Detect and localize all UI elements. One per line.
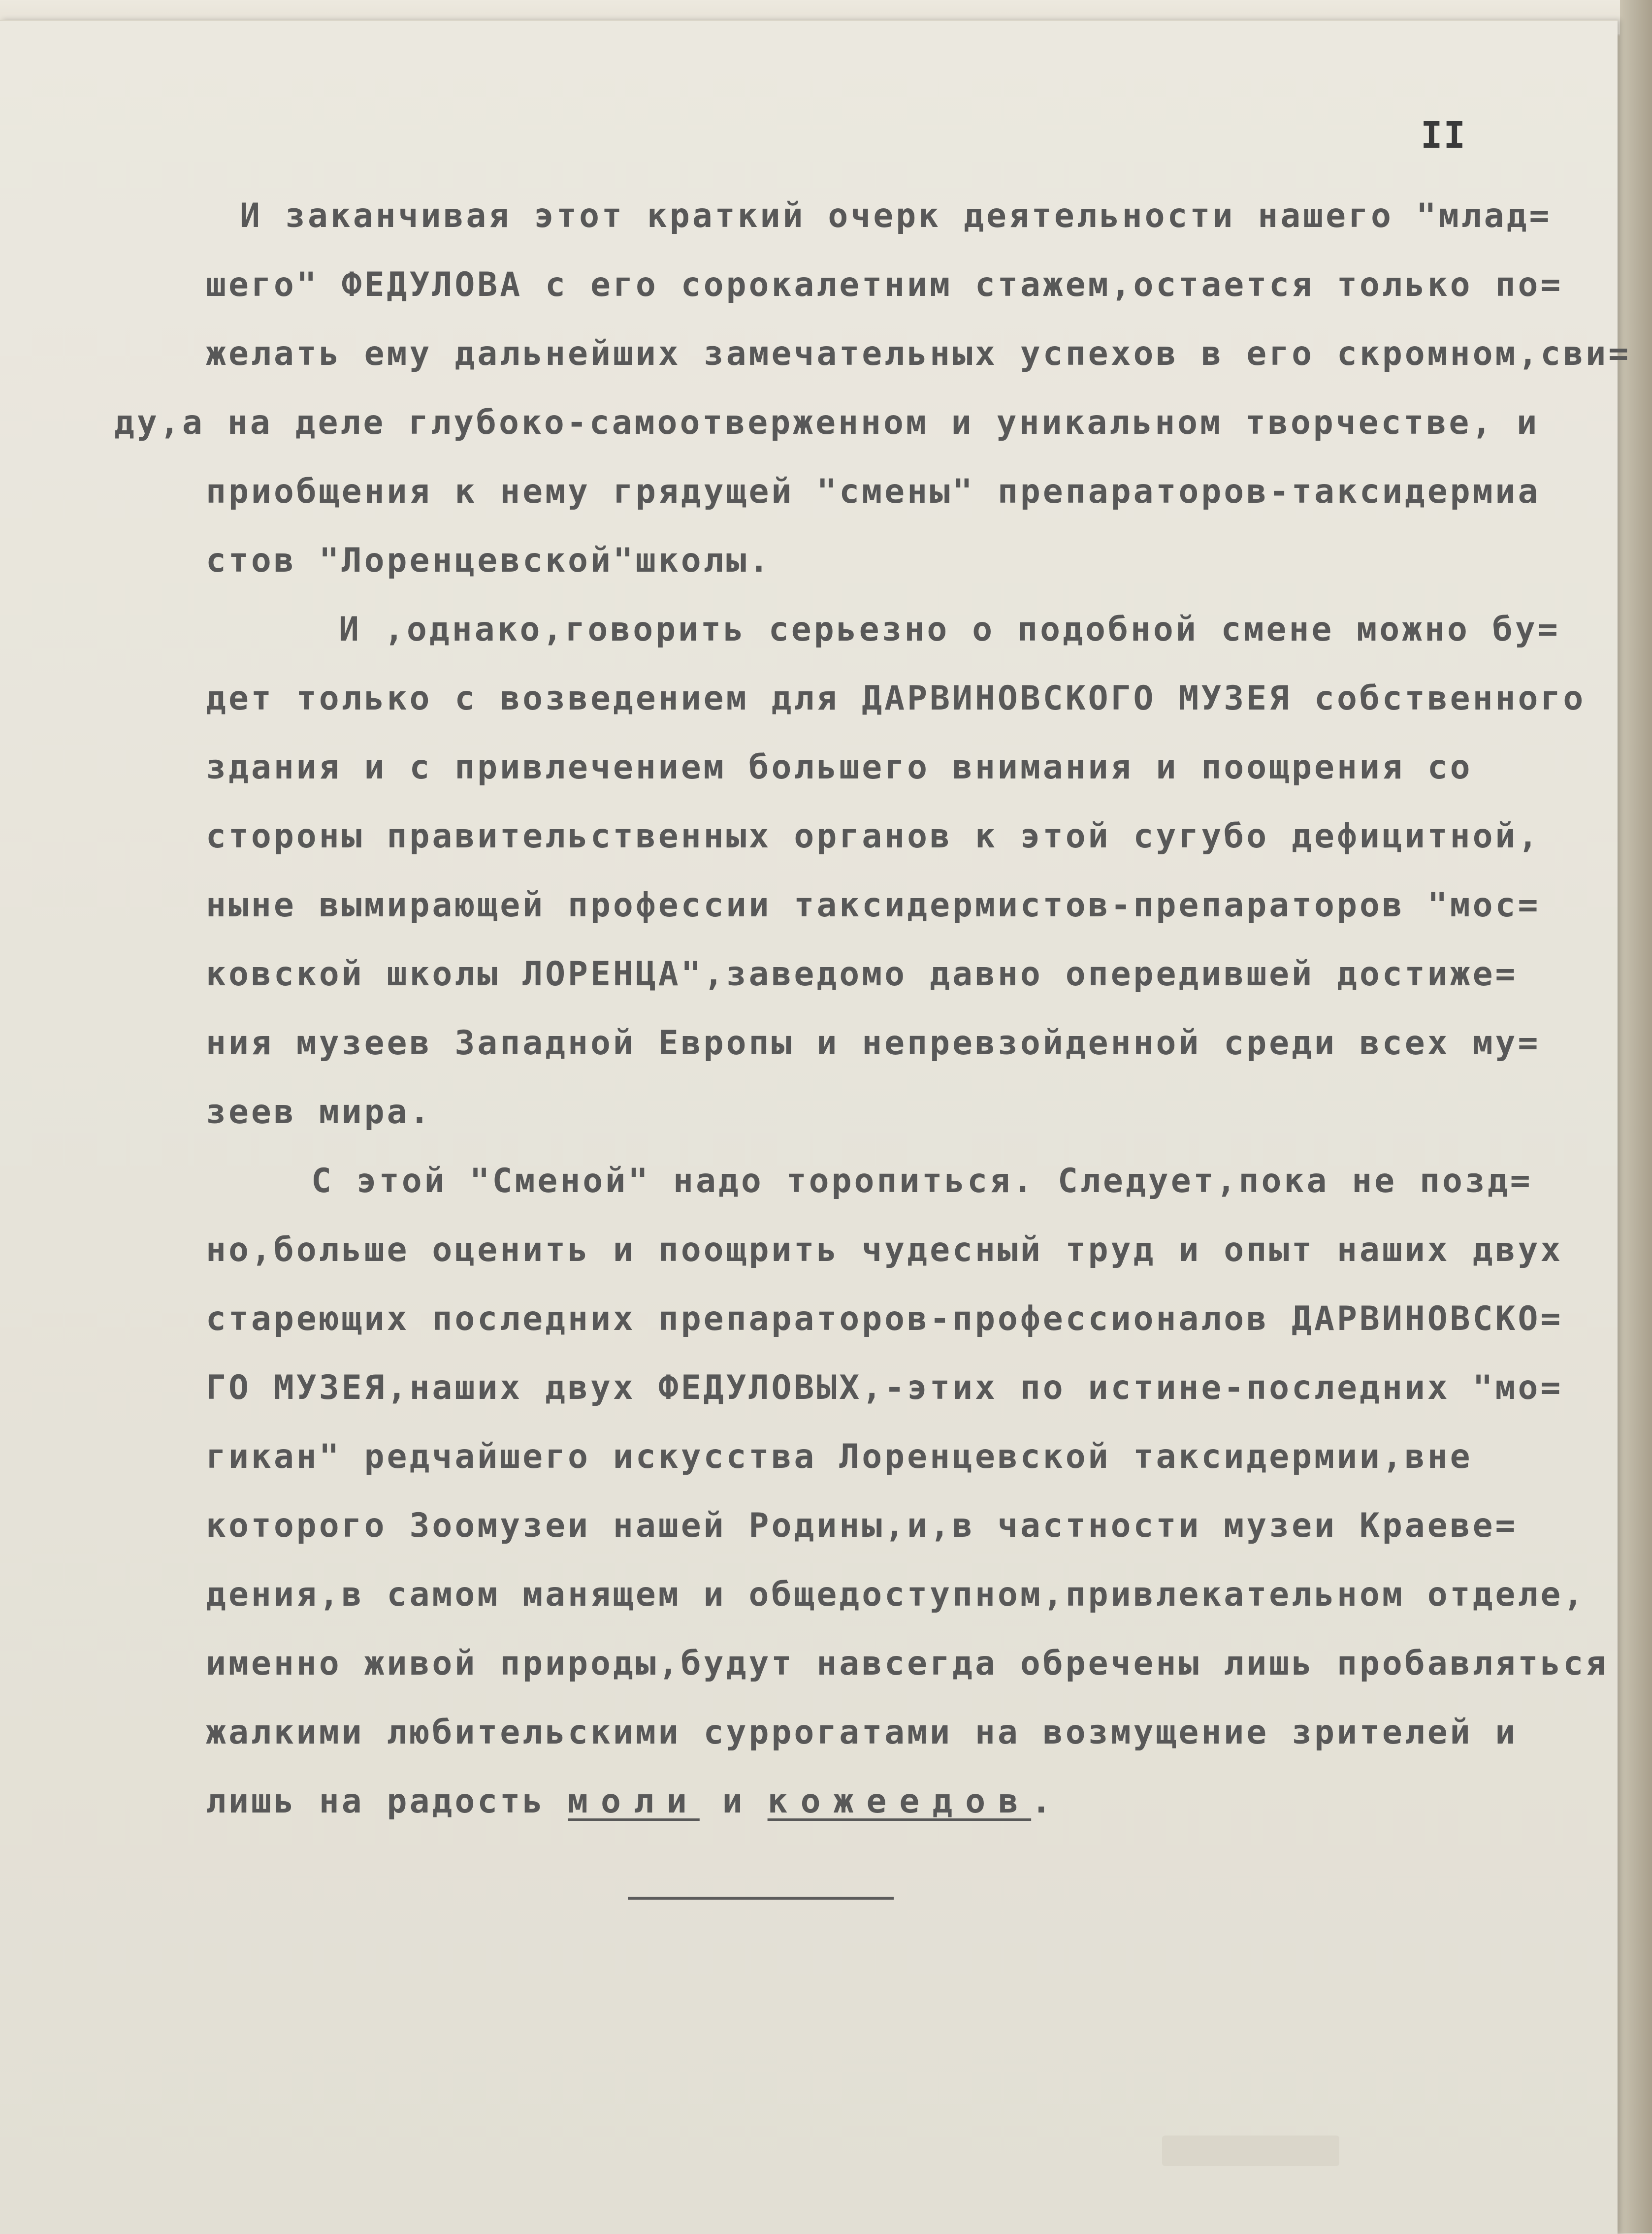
paragraph-3-line-6: которого Зоомузеи нашей Родины,и,в частности музеи Краеве=	[206, 1506, 1518, 1545]
closing-line-middle: и	[699, 1782, 768, 1821]
closing-line-period: .	[1031, 1782, 1054, 1821]
paragraph-1-line-2: шего" ФЕДУЛОВА с его сорокалетним стажем,остается только по=	[206, 265, 1563, 304]
paragraph-1-line-6: стов "Лоренцевской"школы.	[206, 541, 772, 580]
paragraph-2-line-5: ныне вымирающей профессии таксидермистов-препараторов "мос=	[206, 886, 1541, 925]
paragraph-3-line-5: гикан" редчайшего искусства Лоренцевской таксидермии,вне	[206, 1437, 1473, 1476]
paragraph-2-line-3: здания и с привлечением большего внимания и поощрения со	[206, 748, 1473, 787]
closing-line-prefix: лишь на радость	[206, 1782, 568, 1821]
paragraph-1-line-5: приобщения к нему грядущей "смены" препараторов-таксидермиа	[206, 472, 1541, 511]
underlined-word-moth: моли	[568, 1782, 700, 1821]
paragraph-1-line-1: И заканчивая этот краткий очерк деятельности нашего "млад=	[240, 196, 1552, 235]
paragraph-2-line-1: И ,однако,говорить серьезно о подобной смене можно бу=	[339, 610, 1560, 649]
closing-line	[206, 1782, 1054, 1821]
typewritten-page	[0, 20, 1631, 2234]
paragraph-3-line-2: но,больше оценить и поощрить чудесный труд и опыт наших двух	[206, 1230, 1563, 1269]
paragraph-3-line-4: ГО МУЗЕЯ,наших двух ФЕДУЛОВЫХ,-этих по истине-последних "мо=	[206, 1368, 1563, 1407]
page-number: II	[1421, 114, 1467, 157]
paragraph-3-line-9: жалкими любительскими суррогатами на возмущение зрителей и	[206, 1713, 1518, 1752]
underlined-word-dermestids: кожеедов	[767, 1782, 1032, 1821]
closing-rule	[628, 1897, 894, 1900]
paragraph-2-line-7: ния музеев Западной Европы и непревзойденной среди всех му=	[206, 1024, 1541, 1063]
paragraph-2-line-4: стороны правительственных органов к этой сугубо дефицитной,	[206, 817, 1541, 856]
paragraph-3-line-7: дения,в самом манящем и общедоступном,привлекательном отделе,	[206, 1575, 1586, 1614]
paragraph-1-line-4: ду,а на деле глубоко-самоотверженном и уникальном творчестве, и	[114, 403, 1540, 442]
paragraph-3-line-8: именно живой природы,будут навсегда обречены лишь пробавляться	[206, 1644, 1609, 1683]
paragraph-3-line-3: стареющих последних препараторов-профессионалов ДАРВИНОВСКО=	[206, 1299, 1563, 1338]
paragraph-2-line-6: ковской школы ЛОРЕНЦА",заведомо давно опередившей достиже=	[206, 955, 1518, 994]
paragraph-3-line-1: С этой "Сменой" надо торопиться. Следует,пока не позд=	[311, 1162, 1533, 1200]
faint-stamp-mark	[1162, 2136, 1339, 2166]
paragraph-2-line-8: зеев мира.	[206, 1093, 432, 1132]
paragraph-2-line-2: дет только с возведением для ДАРВИНОВСКОГО МУЗЕЯ собственного	[206, 679, 1586, 718]
paragraph-1-line-3: желать ему дальнейших замечательных успехов в его скромном,сви=	[206, 334, 1631, 373]
